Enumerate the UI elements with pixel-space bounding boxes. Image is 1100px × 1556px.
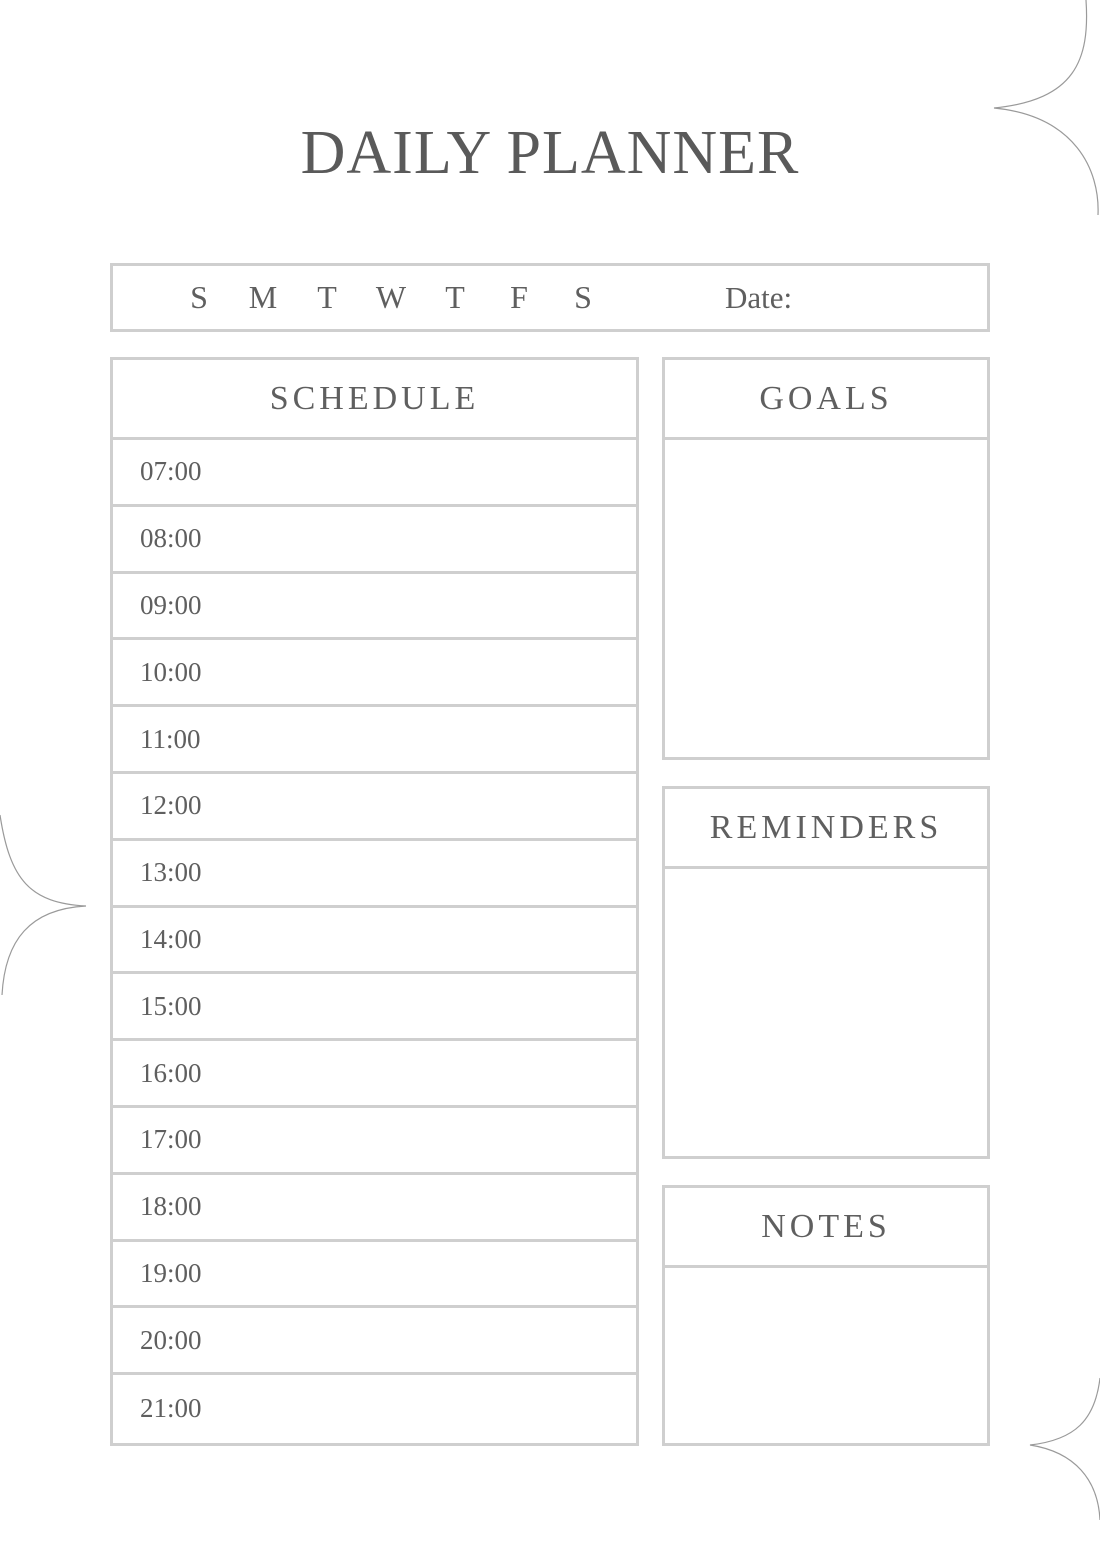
- schedule-slot[interactable]: 07:00: [113, 440, 636, 507]
- schedule-slot[interactable]: 16:00: [113, 1041, 636, 1108]
- weekday-sunday[interactable]: S: [190, 279, 208, 315]
- schedule-slot[interactable]: 12:00: [113, 774, 636, 841]
- reminders-heading: REMINDERS: [665, 789, 987, 869]
- reminders-panel: [662, 786, 990, 1159]
- schedule-slot[interactable]: 19:00: [113, 1242, 636, 1309]
- weekday-selector: [167, 266, 615, 329]
- weekday-saturday[interactable]: S: [574, 279, 592, 315]
- goals-heading: GOALS: [665, 360, 987, 440]
- schedule-slot[interactable]: 11:00: [113, 707, 636, 774]
- schedule-panel: [110, 357, 639, 1446]
- weekday-wednesday[interactable]: W: [375, 279, 407, 315]
- schedule-slot[interactable]: 18:00: [113, 1175, 636, 1242]
- schedule-slot[interactable]: 15:00: [113, 974, 636, 1041]
- goals-panel: [662, 357, 990, 760]
- schedule-slot[interactable]: 17:00: [113, 1108, 636, 1175]
- notes-writing-area[interactable]: [665, 1268, 987, 1443]
- reminders-writing-area[interactable]: [665, 869, 987, 1156]
- schedule-slot[interactable]: 09:00: [113, 574, 636, 641]
- schedule-slot[interactable]: 10:00: [113, 640, 636, 707]
- schedule-slot[interactable]: 20:00: [113, 1308, 636, 1375]
- schedule-slot[interactable]: 14:00: [113, 908, 636, 975]
- schedule-slot-list: [113, 440, 636, 1442]
- notes-panel: [662, 1185, 990, 1446]
- schedule-slot[interactable]: 13:00: [113, 841, 636, 908]
- weekday-monday[interactable]: M: [248, 279, 278, 315]
- notes-heading: NOTES: [665, 1188, 987, 1268]
- date-field-label[interactable]: Date:: [725, 279, 793, 315]
- weekday-friday[interactable]: F: [510, 279, 528, 315]
- weekday-thursday[interactable]: T: [445, 279, 465, 315]
- schedule-slot[interactable]: 08:00: [113, 507, 636, 574]
- page-title: DAILY PLANNER: [300, 119, 800, 187]
- goals-writing-area[interactable]: [665, 440, 987, 757]
- weekday-date-bar: [110, 263, 990, 332]
- schedule-slot[interactable]: 21:00: [140, 1393, 202, 1424]
- weekday-tuesday[interactable]: T: [317, 279, 337, 315]
- schedule-heading: SCHEDULE: [113, 360, 636, 440]
